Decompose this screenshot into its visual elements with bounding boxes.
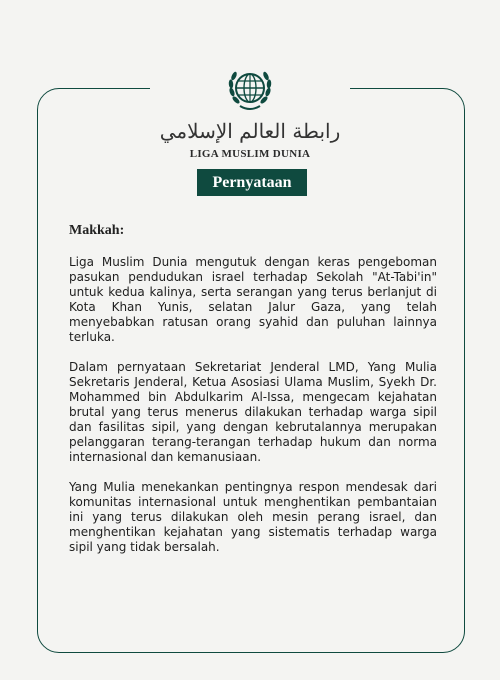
arabic-organization-name: رابطة العالم الإسلامي (159, 119, 341, 143)
globe-emblem-icon (226, 62, 274, 118)
paragraph-1: Liga Muslim Dunia mengutuk dengan keras pengeboman pasukan pendudukan israel terhadap Sekolah "At-Tabi'in" untuk kedua kalinya, serta serangan yang terus berlanjut di Kota Khan Yunis, selatan Jalur Gaza, yang telah menyebabkan ratusan orang syahid dan puluhan lainnya terluka. (69, 255, 437, 344)
paragraph-2: Dalam pernyataan Sekretariat Jenderal LMD, Yang Mulia Sekretaris Jenderal, Ketua Asosiasi Ulama Muslim, Syekh Dr. Mohammed bin Abdulkarim Al-Issa, mengecam kejahatan brutal yang terus menerus dilakukan terhadap warga sipil dan fasilitas sipil, yang dengan kebrutalannya merupakan pelanggaran terang-terangan terhadap hukum dan norma internasional dan kemanusiaan. (69, 360, 437, 464)
statement-badge: Pernyataan (197, 169, 307, 196)
location-heading: Makkah: (69, 223, 125, 238)
statement-body (69, 222, 437, 570)
organization-name: LIGA MUSLIM DUNIA (189, 148, 311, 160)
paragraph-3: Yang Mulia menekankan pentingnya respon mendesak dari komunitas internasional untuk menghentikan pembantaian ini yang terus dilakukan oleh mesin perang israel, dan menghentikan kejahatan yang sistematis terhadap warga sipil yang tidak bersalah. (69, 480, 437, 554)
